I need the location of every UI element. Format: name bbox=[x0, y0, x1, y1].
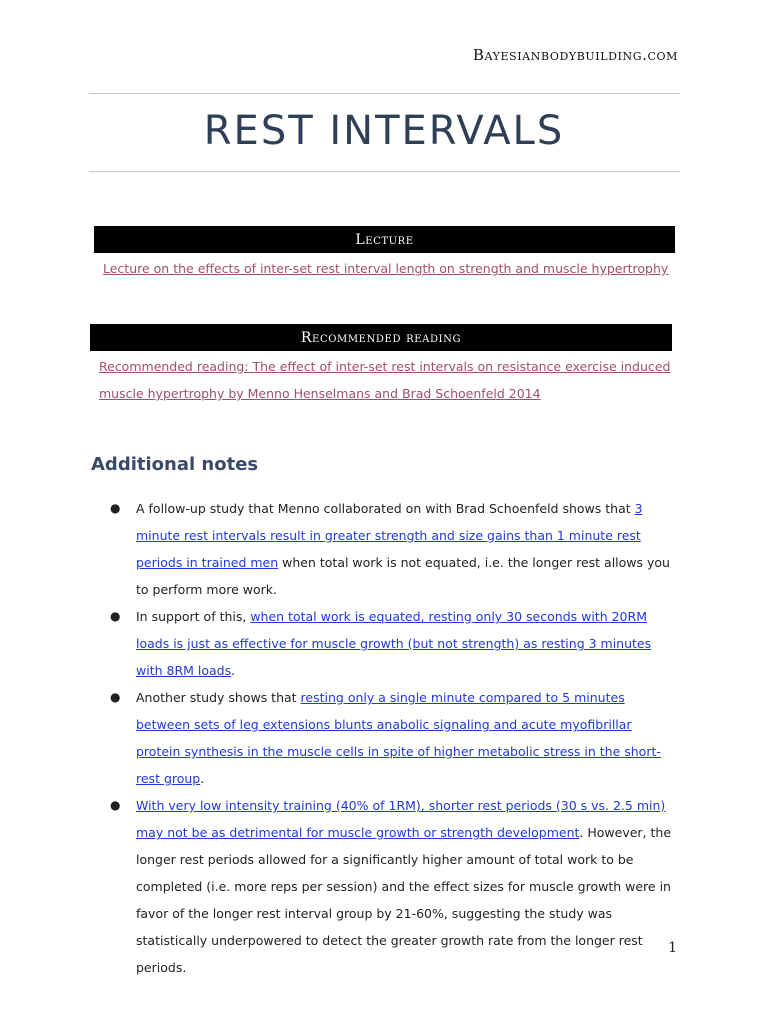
list-item bbox=[104, 684, 678, 792]
list-item bbox=[104, 495, 678, 603]
lecture-label: Lecture bbox=[355, 231, 414, 248]
bullet: ● bbox=[110, 501, 121, 515]
study-link[interactable]: resting only a single minute compared to 5 minutes between sets of leg extensions blunts anabolic signaling and acute myofibrillar protein synthesis in the muscle cells in spite of higher metabolic stress in the short-rest group bbox=[136, 690, 661, 786]
bullet: ● bbox=[110, 798, 121, 812]
list-item bbox=[104, 792, 678, 981]
reading-bar bbox=[90, 324, 672, 351]
note-text: In support of this, bbox=[136, 609, 251, 624]
reading-label: Recommended reading bbox=[300, 329, 462, 346]
page-number: 1 bbox=[668, 940, 677, 956]
study-link[interactable]: With very low intensity training (40% of 1RM), shorter rest periods (30 s vs. 2.5 min) may not be as detrimental for muscle growth or strength development bbox=[136, 798, 666, 840]
note-text: . bbox=[200, 771, 205, 786]
note-text: when total work is not equated, i.e. the longer rest allows you to perform more work. bbox=[136, 555, 670, 597]
lecture-bar bbox=[94, 226, 675, 253]
header-divider bbox=[89, 93, 680, 94]
study-link[interactable]: when total work is equated, resting only 30 seconds with 20RM loads is just as effective for muscle growth (but not strength) as resting 3 minutes with 8RM loads bbox=[136, 609, 652, 678]
site-header: Bayesianbodybuilding.com bbox=[472, 46, 678, 64]
page-title: REST INTERVALS bbox=[203, 108, 565, 154]
study-link[interactable]: 3 minute rest intervals result in greater strength and size gains than 1 minute rest periods in trained men bbox=[136, 501, 643, 570]
note-text: . However, the longer rest periods allowed for a significantly higher amount of total work to be completed (i.e. more reps per session) and the effect sizes for muscle growth were in favor of the longer rest interval group by 21-60%, suggesting the study was statistically underpowered to detect the greater growth rate from the longer rest periods. bbox=[136, 825, 672, 975]
notes-list bbox=[104, 495, 678, 981]
bullet: ● bbox=[110, 609, 121, 623]
reading-link-line1: Recommended reading: The effect of inter-set rest intervals on resistance exercise induced bbox=[99, 359, 671, 374]
reading-link[interactable] bbox=[99, 353, 679, 407]
note-text: A follow-up study that Menno collaborated on with Brad Schoenfeld shows that bbox=[136, 501, 635, 516]
list-item bbox=[104, 603, 678, 684]
note-text: . bbox=[231, 663, 236, 678]
title-divider bbox=[89, 171, 680, 172]
lecture-link[interactable]: Lecture on the effects of inter-set rest interval length on strength and muscle hypertrophy bbox=[103, 261, 669, 276]
reading-link-line2: muscle hypertrophy by Menno Henselmans and Brad Schoenfeld 2014 bbox=[99, 386, 541, 401]
bullet: ● bbox=[110, 690, 121, 704]
additional-notes-heading: Additional notes bbox=[91, 454, 259, 475]
note-text: Another study shows that bbox=[136, 690, 301, 705]
